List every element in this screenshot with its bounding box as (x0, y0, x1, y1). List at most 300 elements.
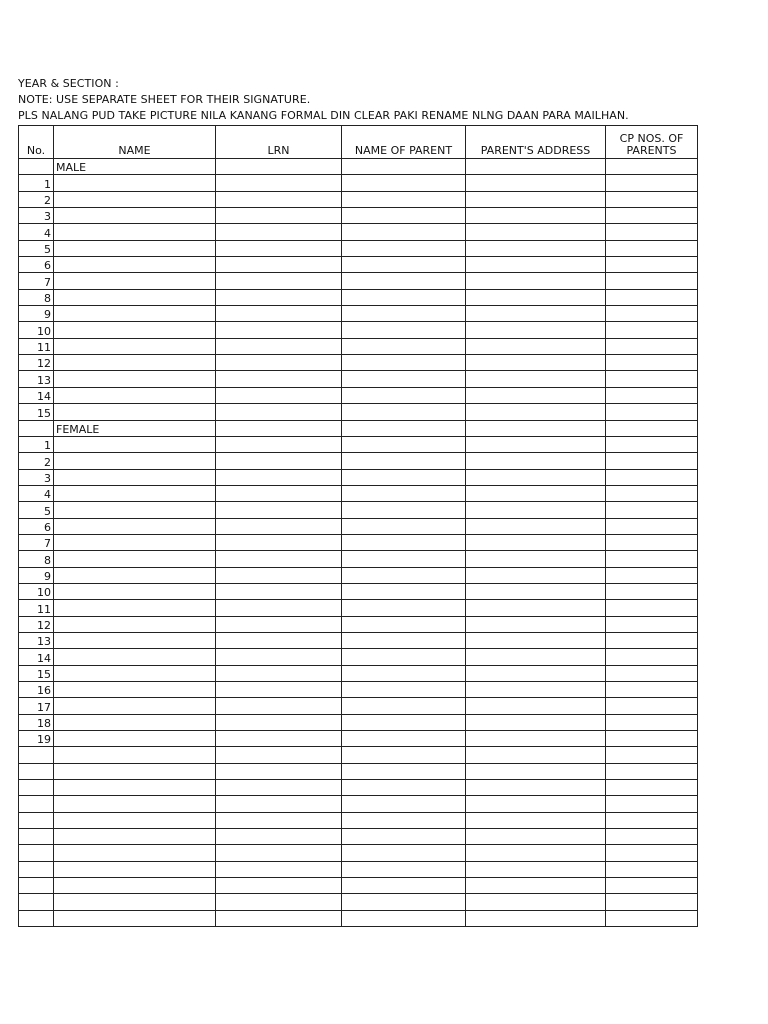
parent-address-cell[interactable] (466, 583, 606, 599)
blank-row (19, 812, 698, 828)
parent-name-cell[interactable] (342, 371, 466, 387)
parent-address-cell[interactable] (466, 731, 606, 747)
name-cell[interactable] (54, 731, 216, 747)
parent-name-cell[interactable] (342, 159, 466, 175)
cp-number-cell[interactable] (606, 665, 698, 681)
signature-note: NOTE: USE SEPARATE SHEET FOR THEIR SIGNATURE. (18, 93, 311, 106)
table-row (19, 436, 698, 452)
cp-number-cell[interactable] (606, 878, 698, 894)
name-cell[interactable] (54, 469, 216, 485)
name-cell[interactable] (54, 845, 216, 861)
cp-number-cell[interactable] (606, 780, 698, 796)
lrn-cell[interactable] (216, 208, 342, 224)
row-number: 11 (19, 600, 54, 616)
name-cell[interactable] (54, 534, 216, 550)
table-row (19, 289, 698, 305)
row-number: 19 (19, 731, 54, 747)
row-number: 15 (19, 404, 54, 420)
table-row (19, 632, 698, 648)
lrn-cell[interactable] (216, 649, 342, 665)
cp-number-cell[interactable] (606, 485, 698, 501)
no-cell (19, 845, 54, 861)
no-cell (19, 420, 54, 436)
cp-number-cell[interactable] (606, 682, 698, 698)
name-cell[interactable] (54, 780, 216, 796)
lrn-cell[interactable] (216, 698, 342, 714)
parent-address-cell[interactable] (466, 616, 606, 632)
parent-name-cell[interactable] (342, 551, 466, 567)
parent-name-cell[interactable] (342, 567, 466, 583)
parent-address-cell[interactable] (466, 714, 606, 730)
lrn-cell[interactable] (216, 534, 342, 550)
lrn-cell[interactable] (216, 387, 342, 403)
lrn-cell[interactable] (216, 518, 342, 534)
cp-number-cell[interactable] (606, 469, 698, 485)
cp-number-cell[interactable] (606, 861, 698, 877)
parent-address-cell[interactable] (466, 404, 606, 420)
parent-name-cell[interactable] (342, 747, 466, 763)
row-number: 4 (19, 485, 54, 501)
cp-number-cell[interactable] (606, 387, 698, 403)
cp-number-cell[interactable] (606, 632, 698, 648)
parent-name-cell[interactable] (342, 600, 466, 616)
group-label: FEMALE (54, 420, 216, 436)
name-cell[interactable] (54, 273, 216, 289)
row-number: 2 (19, 453, 54, 469)
lrn-cell[interactable] (216, 502, 342, 518)
name-cell[interactable] (54, 404, 216, 420)
parent-name-cell[interactable] (342, 649, 466, 665)
cp-number-cell[interactable] (606, 191, 698, 207)
lrn-cell[interactable] (216, 551, 342, 567)
name-cell[interactable] (54, 665, 216, 681)
row-number: 14 (19, 649, 54, 665)
parent-address-cell[interactable] (466, 665, 606, 681)
name-cell[interactable] (54, 910, 216, 926)
parent-name-cell[interactable] (342, 273, 466, 289)
name-cell[interactable] (54, 502, 216, 518)
parent-name-cell[interactable] (342, 665, 466, 681)
parent-name-cell[interactable] (342, 485, 466, 501)
table-row (19, 338, 698, 354)
name-cell[interactable] (54, 796, 216, 812)
parent-address-cell[interactable] (466, 534, 606, 550)
row-number: 13 (19, 632, 54, 648)
parent-address-cell[interactable] (466, 420, 606, 436)
parent-address-cell[interactable] (466, 812, 606, 828)
parent-name-cell[interactable] (342, 812, 466, 828)
lrn-cell[interactable] (216, 338, 342, 354)
parent-name-cell[interactable] (342, 796, 466, 812)
name-cell[interactable] (54, 616, 216, 632)
column-header-parent-address: PARENT'S ADDRESS (466, 126, 606, 159)
parent-address-cell[interactable] (466, 600, 606, 616)
cp-number-cell[interactable] (606, 371, 698, 387)
cp-number-cell[interactable] (606, 894, 698, 910)
parent-name-cell[interactable] (342, 534, 466, 550)
row-number: 12 (19, 616, 54, 632)
cp-number-cell[interactable] (606, 534, 698, 550)
cp-number-cell[interactable] (606, 502, 698, 518)
parent-address-cell[interactable] (466, 845, 606, 861)
table-row (19, 714, 698, 730)
parent-address-cell[interactable] (466, 910, 606, 926)
lrn-cell[interactable] (216, 616, 342, 632)
parent-address-cell[interactable] (466, 698, 606, 714)
name-cell[interactable] (54, 387, 216, 403)
no-cell (19, 812, 54, 828)
blank-row (19, 845, 698, 861)
name-cell[interactable] (54, 632, 216, 648)
lrn-cell[interactable] (216, 812, 342, 828)
no-cell (19, 747, 54, 763)
cp-number-cell[interactable] (606, 763, 698, 779)
lrn-cell[interactable] (216, 289, 342, 305)
cp-number-cell[interactable] (606, 436, 698, 452)
row-number: 10 (19, 322, 54, 338)
lrn-cell[interactable] (216, 224, 342, 240)
parent-name-cell[interactable] (342, 682, 466, 698)
name-cell[interactable] (54, 436, 216, 452)
lrn-cell[interactable] (216, 894, 342, 910)
cp-number-cell[interactable] (606, 600, 698, 616)
name-cell[interactable] (54, 714, 216, 730)
parent-name-cell[interactable] (342, 763, 466, 779)
parent-name-cell[interactable] (342, 240, 466, 256)
lrn-cell[interactable] (216, 583, 342, 599)
parent-name-cell[interactable] (342, 829, 466, 845)
name-cell[interactable] (54, 518, 216, 534)
blank-row (19, 878, 698, 894)
parent-address-cell[interactable] (466, 387, 606, 403)
lrn-cell[interactable] (216, 665, 342, 681)
parent-address-cell[interactable] (466, 763, 606, 779)
parent-address-cell[interactable] (466, 632, 606, 648)
picture-instruction: PLS NALANG PUD TAKE PICTURE NILA KANANG FORMAL DIN CLEAR PAKI RENAME NLNG DAAN PARA MAILHAN. (18, 109, 629, 122)
lrn-cell[interactable] (216, 257, 342, 273)
cp-number-cell[interactable] (606, 322, 698, 338)
column-header-name: NAME (54, 126, 216, 159)
cp-number-cell[interactable] (606, 714, 698, 730)
parent-address-cell[interactable] (466, 371, 606, 387)
parent-address-cell[interactable] (466, 224, 606, 240)
name-cell[interactable] (54, 600, 216, 616)
lrn-cell[interactable] (216, 273, 342, 289)
table-row (19, 682, 698, 698)
name-cell[interactable] (54, 894, 216, 910)
cp-number-cell[interactable] (606, 518, 698, 534)
parent-name-cell[interactable] (342, 616, 466, 632)
lrn-cell[interactable] (216, 436, 342, 452)
table-row (19, 224, 698, 240)
table-row (19, 665, 698, 681)
name-cell[interactable] (54, 191, 216, 207)
parent-address-cell[interactable] (466, 747, 606, 763)
table-row (19, 649, 698, 665)
name-cell[interactable] (54, 453, 216, 469)
column-header-parent-name: NAME OF PARENT (342, 126, 466, 159)
lrn-cell[interactable] (216, 731, 342, 747)
cp-number-cell[interactable] (606, 698, 698, 714)
cp-number-cell[interactable] (606, 583, 698, 599)
parent-address-cell[interactable] (466, 551, 606, 567)
row-number: 13 (19, 371, 54, 387)
lrn-cell[interactable] (216, 420, 342, 436)
cp-number-cell[interactable] (606, 845, 698, 861)
parent-address-cell[interactable] (466, 159, 606, 175)
lrn-cell[interactable] (216, 829, 342, 845)
cp-number-cell[interactable] (606, 731, 698, 747)
lrn-cell[interactable] (216, 632, 342, 648)
lrn-cell[interactable] (216, 322, 342, 338)
cp-number-cell[interactable] (606, 306, 698, 322)
parent-name-cell[interactable] (342, 257, 466, 273)
name-cell[interactable] (54, 763, 216, 779)
table-row (19, 600, 698, 616)
parent-address-cell[interactable] (466, 518, 606, 534)
cp-number-cell[interactable] (606, 551, 698, 567)
cp-number-cell[interactable] (606, 273, 698, 289)
name-cell[interactable] (54, 175, 216, 191)
parent-name-cell[interactable] (342, 714, 466, 730)
parent-address-cell[interactable] (466, 502, 606, 518)
lrn-cell[interactable] (216, 191, 342, 207)
lrn-cell[interactable] (216, 404, 342, 420)
parent-address-cell[interactable] (466, 469, 606, 485)
parent-address-cell[interactable] (466, 257, 606, 273)
cp-number-cell[interactable] (606, 338, 698, 354)
name-cell[interactable] (54, 485, 216, 501)
name-cell[interactable] (54, 583, 216, 599)
table-body (19, 159, 698, 927)
table-row (19, 355, 698, 371)
name-cell[interactable] (54, 338, 216, 354)
parent-name-cell[interactable] (342, 878, 466, 894)
lrn-cell[interactable] (216, 469, 342, 485)
cp-number-cell[interactable] (606, 453, 698, 469)
row-number: 2 (19, 191, 54, 207)
no-cell (19, 878, 54, 894)
name-cell[interactable] (54, 224, 216, 240)
row-number: 5 (19, 240, 54, 256)
parent-address-cell[interactable] (466, 567, 606, 583)
table-row (19, 551, 698, 567)
parent-name-cell[interactable] (342, 910, 466, 926)
table-row (19, 387, 698, 403)
parent-address-cell[interactable] (466, 306, 606, 322)
name-cell[interactable] (54, 322, 216, 338)
parent-name-cell[interactable] (342, 453, 466, 469)
cp-number-cell[interactable] (606, 829, 698, 845)
lrn-cell[interactable] (216, 159, 342, 175)
parent-address-cell[interactable] (466, 453, 606, 469)
no-cell (19, 861, 54, 877)
cp-number-cell[interactable] (606, 747, 698, 763)
name-cell[interactable] (54, 698, 216, 714)
row-number: 3 (19, 469, 54, 485)
parent-address-cell[interactable] (466, 861, 606, 877)
name-cell[interactable] (54, 208, 216, 224)
lrn-cell[interactable] (216, 747, 342, 763)
parent-name-cell[interactable] (342, 355, 466, 371)
parent-name-cell[interactable] (342, 632, 466, 648)
name-cell[interactable] (54, 551, 216, 567)
name-cell[interactable] (54, 861, 216, 877)
name-cell[interactable] (54, 355, 216, 371)
name-cell[interactable] (54, 371, 216, 387)
parent-address-cell[interactable] (466, 894, 606, 910)
parent-address-cell[interactable] (466, 322, 606, 338)
lrn-cell[interactable] (216, 567, 342, 583)
row-number: 6 (19, 518, 54, 534)
parent-name-cell[interactable] (342, 175, 466, 191)
parent-name-cell[interactable] (342, 731, 466, 747)
parent-name-cell[interactable] (342, 387, 466, 403)
row-number: 8 (19, 551, 54, 567)
lrn-cell[interactable] (216, 600, 342, 616)
cp-number-cell[interactable] (606, 159, 698, 175)
name-cell[interactable] (54, 878, 216, 894)
cp-number-cell[interactable] (606, 910, 698, 926)
no-cell (19, 780, 54, 796)
parent-address-cell[interactable] (466, 485, 606, 501)
lrn-cell[interactable] (216, 861, 342, 877)
lrn-cell[interactable] (216, 714, 342, 730)
parent-name-cell[interactable] (342, 502, 466, 518)
name-cell[interactable] (54, 649, 216, 665)
blank-row (19, 763, 698, 779)
parent-name-cell[interactable] (342, 861, 466, 877)
blank-row (19, 780, 698, 796)
table-row (19, 404, 698, 420)
lrn-cell[interactable] (216, 878, 342, 894)
blank-row (19, 829, 698, 845)
cp-number-cell[interactable] (606, 208, 698, 224)
parent-name-cell[interactable] (342, 191, 466, 207)
parent-name-cell[interactable] (342, 436, 466, 452)
parent-address-cell[interactable] (466, 436, 606, 452)
lrn-cell[interactable] (216, 796, 342, 812)
parent-address-cell[interactable] (466, 649, 606, 665)
cp-number-cell[interactable] (606, 289, 698, 305)
parent-name-cell[interactable] (342, 224, 466, 240)
parent-name-cell[interactable] (342, 289, 466, 305)
lrn-cell[interactable] (216, 780, 342, 796)
lrn-cell[interactable] (216, 240, 342, 256)
cp-number-cell[interactable] (606, 257, 698, 273)
parent-name-cell[interactable] (342, 404, 466, 420)
lrn-cell[interactable] (216, 845, 342, 861)
name-cell[interactable] (54, 812, 216, 828)
lrn-cell[interactable] (216, 763, 342, 779)
parent-address-cell[interactable] (466, 355, 606, 371)
parent-address-cell[interactable] (466, 878, 606, 894)
table-row (19, 698, 698, 714)
table-row (19, 453, 698, 469)
parent-address-cell[interactable] (466, 829, 606, 845)
group-label-row (19, 420, 698, 436)
parent-name-cell[interactable] (342, 780, 466, 796)
parent-name-cell[interactable] (342, 306, 466, 322)
cp-number-cell[interactable] (606, 649, 698, 665)
lrn-cell[interactable] (216, 355, 342, 371)
name-cell[interactable] (54, 567, 216, 583)
lrn-cell[interactable] (216, 306, 342, 322)
parent-address-cell[interactable] (466, 796, 606, 812)
cp-number-cell[interactable] (606, 420, 698, 436)
cp-number-cell[interactable] (606, 567, 698, 583)
parent-name-cell[interactable] (342, 208, 466, 224)
cp-number-cell[interactable] (606, 355, 698, 371)
parent-name-cell[interactable] (342, 420, 466, 436)
table-row (19, 485, 698, 501)
parent-address-cell[interactable] (466, 682, 606, 698)
no-cell (19, 763, 54, 779)
row-number: 6 (19, 257, 54, 273)
parent-address-cell[interactable] (466, 780, 606, 796)
lrn-cell[interactable] (216, 682, 342, 698)
blank-row (19, 910, 698, 926)
name-cell[interactable] (54, 306, 216, 322)
parent-name-cell[interactable] (342, 469, 466, 485)
parent-address-cell[interactable] (466, 289, 606, 305)
name-cell[interactable] (54, 257, 216, 273)
cp-number-cell[interactable] (606, 796, 698, 812)
name-cell[interactable] (54, 829, 216, 845)
parent-address-cell[interactable] (466, 191, 606, 207)
parent-address-cell[interactable] (466, 273, 606, 289)
parent-address-cell[interactable] (466, 208, 606, 224)
cp-number-cell[interactable] (606, 240, 698, 256)
parent-name-cell[interactable] (342, 518, 466, 534)
parent-address-cell[interactable] (466, 240, 606, 256)
parent-name-cell[interactable] (342, 698, 466, 714)
lrn-cell[interactable] (216, 910, 342, 926)
name-cell[interactable] (54, 682, 216, 698)
name-cell[interactable] (54, 240, 216, 256)
blank-row (19, 861, 698, 877)
cp-number-cell[interactable] (606, 175, 698, 191)
row-number: 7 (19, 273, 54, 289)
lrn-cell[interactable] (216, 485, 342, 501)
cp-number-cell[interactable] (606, 812, 698, 828)
parent-name-cell[interactable] (342, 583, 466, 599)
parent-name-cell[interactable] (342, 894, 466, 910)
parent-name-cell[interactable] (342, 845, 466, 861)
name-cell[interactable] (54, 747, 216, 763)
table-row (19, 583, 698, 599)
lrn-cell[interactable] (216, 453, 342, 469)
row-number: 11 (19, 338, 54, 354)
cp-number-cell[interactable] (606, 224, 698, 240)
cp-number-cell[interactable] (606, 616, 698, 632)
column-header-lrn: LRN (216, 126, 342, 159)
parent-address-cell[interactable] (466, 338, 606, 354)
row-number: 1 (19, 436, 54, 452)
blank-row (19, 747, 698, 763)
parent-name-cell[interactable] (342, 322, 466, 338)
group-label-row (19, 159, 698, 175)
cp-number-cell[interactable] (606, 404, 698, 420)
lrn-cell[interactable] (216, 371, 342, 387)
table-row (19, 616, 698, 632)
parent-address-cell[interactable] (466, 175, 606, 191)
table-row (19, 534, 698, 550)
name-cell[interactable] (54, 289, 216, 305)
lrn-cell[interactable] (216, 175, 342, 191)
parent-name-cell[interactable] (342, 338, 466, 354)
table-row (19, 731, 698, 747)
